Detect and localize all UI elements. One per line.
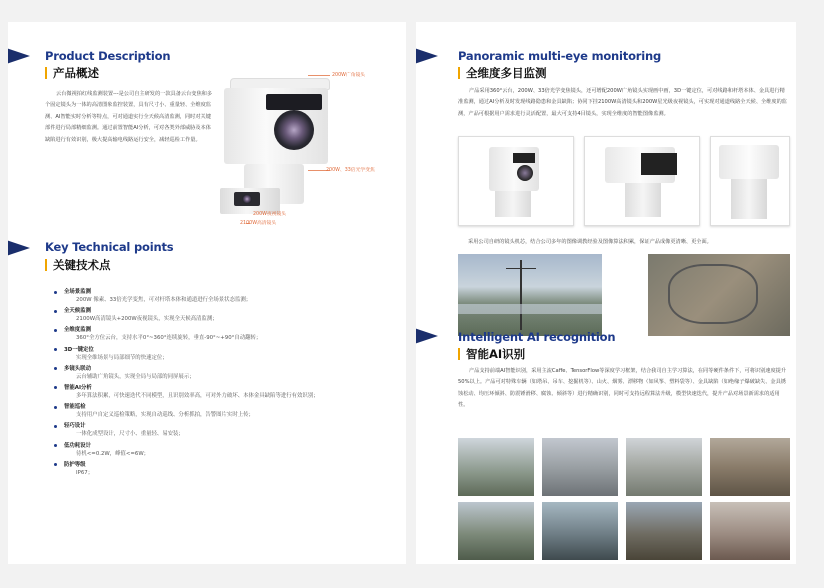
camera-base-lens (242, 194, 252, 204)
ai-photo-8 (710, 502, 790, 560)
camera-thumb-1 (458, 136, 574, 226)
tech-item-head: 智能巡检 (54, 403, 354, 411)
tech-item-desc: 多年算法积累，可快速迭代不同模型，且识别效率高，可对外力破坏、本体金具缺陷等进行有效识别； (76, 392, 319, 399)
ai-photo-4 (710, 438, 790, 496)
camera-zoom-lens (274, 110, 314, 150)
ai-photo-7 (626, 502, 702, 560)
tech-item-desc: 2100W高清镜头+200W夜视镜头，实现全天候高清监测； (76, 316, 218, 323)
tech-title-cn: 关键技术点 (45, 259, 111, 271)
product-title-en: Product Description (45, 49, 171, 63)
tech-title-en: Key Technical points (45, 240, 174, 254)
tech-item-head: 防护等级 (54, 461, 354, 469)
camera-upper-window (266, 94, 322, 110)
panoramic-caption: 采用公司自研的镜头机芯，结合公司多年的图像调教经验及图像算法积累，保证产品成像更清晰、更全面。 (468, 239, 712, 245)
tech-item-desc: 200W 像素、33倍光学变焦，可对杆塔本体和通道进行全场景状态监测； (76, 297, 252, 303)
ai-photo-5 (458, 502, 534, 560)
ai-photo-3 (626, 438, 702, 496)
ai-photo-1 (458, 438, 534, 496)
power-line-photo-1 (458, 254, 602, 336)
ai-photo-6 (542, 502, 618, 560)
tech-item-head: 全天候监测 (54, 307, 354, 315)
product-title-cn: 产品概述 (45, 67, 99, 79)
tech-item-desc: 待机<=0.2W，峰值<=6W； (76, 450, 150, 457)
camera-thumb-3 (710, 136, 790, 226)
callout-wide-angle: 200W广角镜头 (332, 73, 366, 78)
tech-item-desc: IP67； (76, 469, 94, 476)
power-line-photo-2 (648, 254, 790, 336)
callout-night-vision: 200W夜视镜头 (253, 212, 287, 217)
tech-item-head: 低功耗设计 (54, 442, 354, 450)
tech-item-head: 智能AI分析 (54, 384, 354, 392)
tech-item-head: 全场景监测 (54, 288, 354, 296)
triangle-marker-icon (416, 48, 438, 64)
tech-item-head: 3D一键定位 (54, 346, 354, 354)
tech-item-head: 全维度监测 (54, 326, 354, 334)
right-page (416, 22, 796, 564)
tech-list (54, 288, 354, 480)
ai-paragraph: 产品支持前端AI智能识别，采用主流Caffe、TensorFlow等深度学习框架，结合我司自主学习算法，在同等硬件条件下，可将识别速度提升50%以上。产品可对特殊车辆（如塔吊、吊车、挖掘机等）、山火、烟雾、漂移物（如风筝、塑料袋等）、金具缺陷（如绝缘子爆破缺失、金具锈蚀松动、均压环倾斜、防震锤滑移、腐蚀、倾斜等）进行精确识别，同时可支持远程算法升级，模型快速迭代，提升产品对场景新需求的适用性。 (458, 368, 787, 409)
triangle-marker-icon (416, 328, 438, 344)
callout-zoom: 200W、33倍光学变焦 (326, 168, 375, 173)
camera-thumb-2 (584, 136, 700, 226)
tech-item-desc: 360°全方位云台，支持水平0°~360°连续旋转，垂直-90°~+90°自动翻转； (76, 335, 262, 342)
ai-title-cn: 智能AI识别 (458, 348, 525, 360)
tech-item-desc: 云台辅助广角镜头，实现全局与局部的同屏展示； (76, 373, 195, 380)
panoramic-paragraph: 产品采用360°云台，200W、33倍光学变焦镜头，还可增配200W广角镜头实现画中画，3D一键定位，可对线路和杆塔本体、金具进行精准监测，通过AI分析及时发现线路隐患和金具缺陷；协同下挂2100W高清镜头和200W星光级夜视镜头，可实现对通道线路全天候、全维度的监测，产品可根据用户需求进行灵活配置，最大可支持4目镜头，实现全维度的智能图像监测。 (458, 88, 787, 117)
tech-item-desc: 支持用户自定义巡检策略，实现自动巡线、分析抓拍，告警图片实时上传； (76, 412, 254, 419)
product-paragraph: 云台微视拍红线监测装置---是公司自主研发的一款具备云台变焦和多个固定镜头为一体的高清图象监控装置，具有尺寸小、重量轻、全维度监测、AI智能实时分析等特点，可对通道实行全天候高清监测，同时对关键部件进行局部精细监测。通过前置智能AI分析，可对各类外部威胁及本体缺陷进行有效识别，极大提高输电线路运行安全，减轻巡检工作量。 (45, 91, 213, 143)
panoramic-title-en: Panoramic multi-eye monitoring (458, 49, 662, 63)
tech-item-desc: 一体化成型设计，尺寸小、重量轻、易安装； (76, 431, 184, 438)
left-page (8, 22, 406, 564)
ai-title-en: Intelligent AI recognition (458, 330, 616, 344)
ai-photo-2 (542, 438, 618, 496)
tech-item-desc: 实现全维场景与局部细节的快速定位； (76, 354, 168, 361)
tech-item-head: 多镜头联动 (54, 365, 354, 373)
triangle-marker-icon (8, 240, 30, 256)
triangle-marker-icon (8, 48, 30, 64)
panoramic-title-cn: 全维度多目监测 (458, 67, 547, 79)
tech-item-head: 轻巧设计 (54, 422, 354, 430)
callout-hd: 2100W高清镜头 (240, 221, 277, 226)
